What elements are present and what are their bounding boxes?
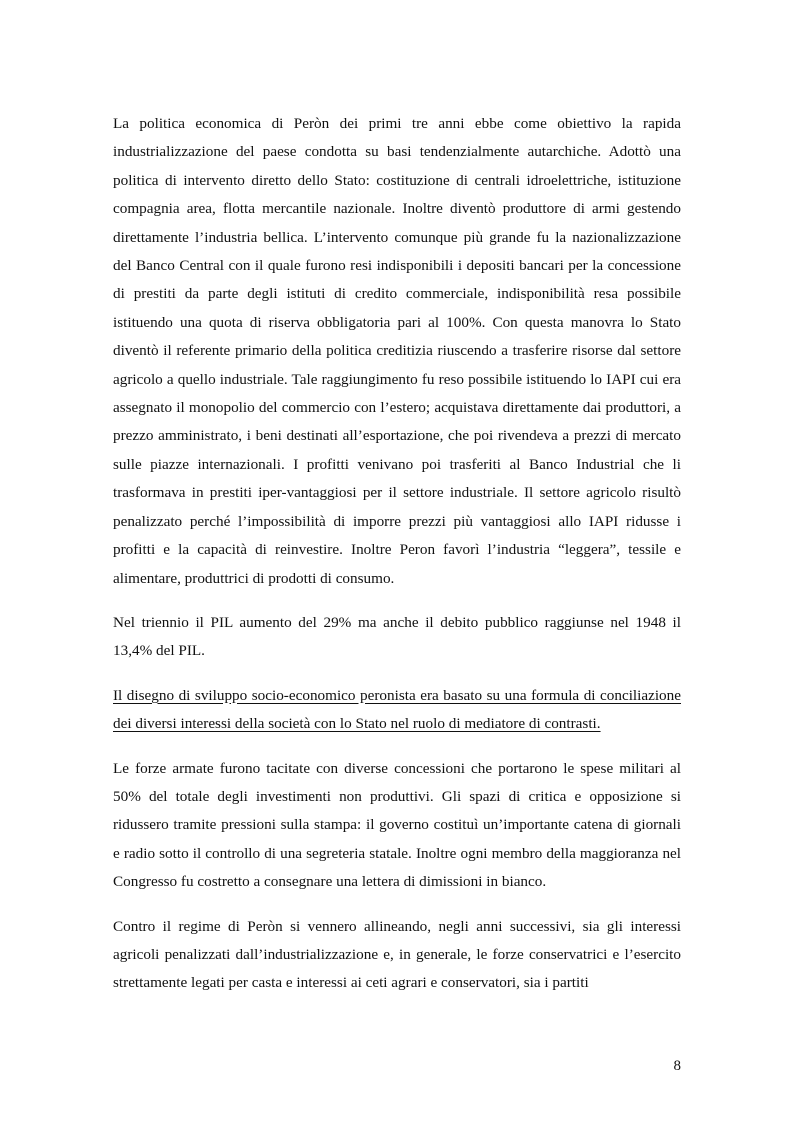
page-body — [113, 110, 681, 998]
paragraph-opposition: Contro il regime di Peròn si vennero allineando, negli anni successivi, sia gli interessi agricoli penalizzati dall’industrializzazione e, in generale, le forze conservatrici e l’esercito strettamente legati per casta e interessi ai ceti agrari e conservatori, sia i partiti — [113, 917, 681, 992]
paragraph-gdp-triennium: Nel triennio il PIL aumento del 29% ma anche il debito pubblico raggiunse nel 1948 il 13,4% del PIL. — [113, 613, 681, 660]
paragraph-armed-forces: Le forze armate furono tacitate con diverse concessioni che portarono le spese militari al 50% del totale degli investimenti non produttivi. Gli spazi di critica e opposizione si ridussero tramite pressioni sulla stampa: il governo costituì un’importante catena di giornali e radio sotto il controllo di una segreteria statale. Inoltre ogni membro della maggioranza nel Congresso fu costretto a consegnare una lettera di dimissioni in bianco. — [113, 759, 681, 891]
paragraph-development-model: Il disegno di sviluppo socio-economico peronista era basato su una formula di conciliazione dei diversi interessi della società con lo Stato nel ruolo di mediatore di contrasti. — [113, 686, 681, 733]
page-number: 8 — [673, 1058, 681, 1074]
paragraph-economic-policy: La politica economica di Peròn dei primi tre anni ebbe come obiettivo la rapida industrializzazione del paese condotta su basi tendenzialmente autarchiche. Adottò una politica di intervento diretto dello Stato: costituzione di centrali idroelettriche, istituzione compagnia area, flotta mercantile nazionale. Inoltre diventò produttore di armi gestendo direttamente l’industria bellica. L’intervento comunque più grande fu la nazionalizzazione del Banco Central con il quale furono resi indisponibili i depositi bancari per la concessione di prestiti da parte degli istituti di credito commerciale, indisponibilità resa possibile istituendo una quota di riserva obbligatoria pari al 100%. Con questa manovra lo Stato diventò il referente primario della politica creditizia riuscendo a trasferire risorse dal settore agricolo a quello industriale. Tale raggiungimento fu reso possibile istituendo lo IAPI cui era assegnato il monopolio del commercio con l’estero; acquistava direttamente dai produttori, a prezzo amministrato, i beni destinati all’esportazione, che poi rivendeva a prezzi di mercato sulle piazze internazionali. I profitti venivano poi trasferiti al Banco Industrial che li trasformava in prestiti iper-vantaggiosi per il settore industriale. Il settore agricolo risultò penalizzato perché l’impossibilità di imporre prezzi più vantaggiosi allo IAPI ridusse i profitti e la capacità di reinvestire. Inoltre Peron favorì l’industria “leggera”, tessile e alimentare, produttrici di prodotti di consumo. — [113, 115, 681, 587]
